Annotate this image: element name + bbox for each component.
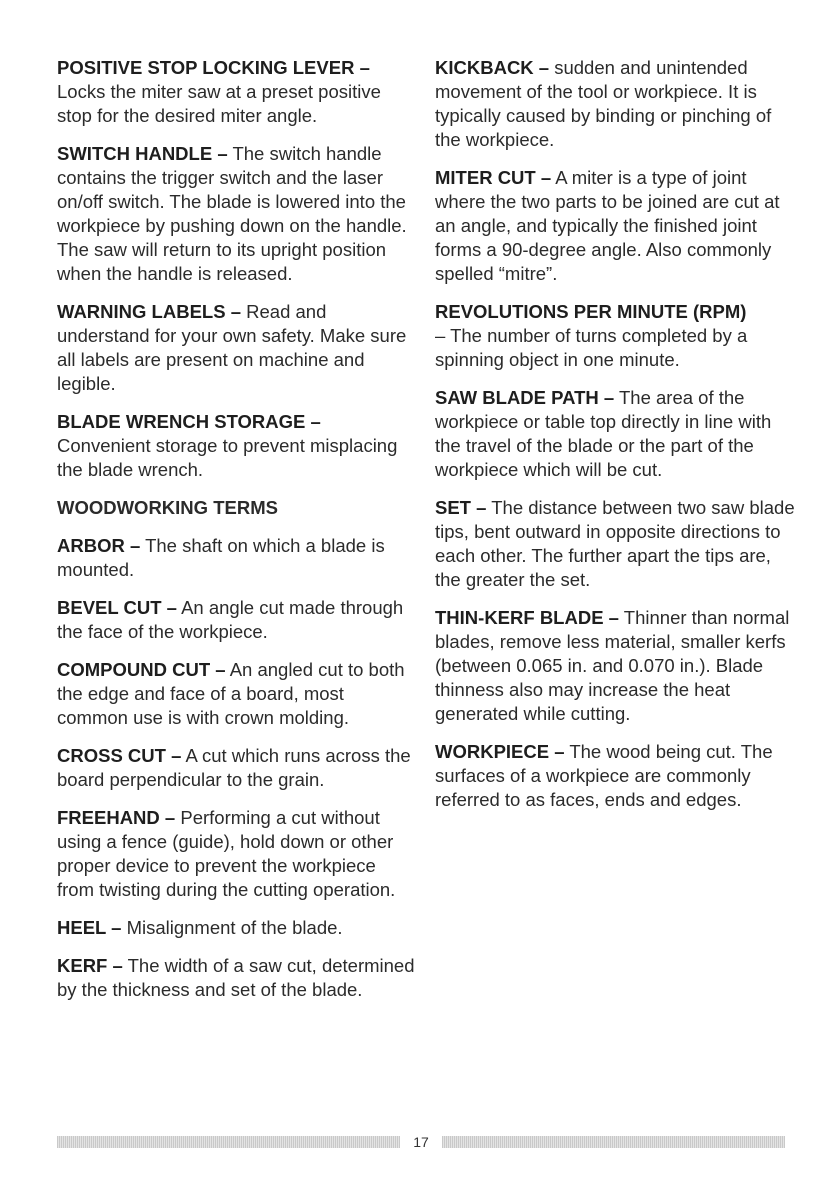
entry-definition: – The number of turns completed by a spinning object in one minute. <box>435 325 748 370</box>
entry-warning-labels <box>57 300 417 396</box>
entry-definition: sudden and unintended movement of the tool or workpiece. It is typically caused by binding or pinching of the workpiece. <box>435 57 772 150</box>
entry-definition: An angle cut made through the face of the workpiece. <box>57 597 404 642</box>
term-workpiece <box>435 740 795 812</box>
entry-definition: Locks the miter saw at a preset positive stop for the desired miter angle. <box>57 81 381 126</box>
entry-term: POSITIVE STOP LOCKING LEVER – <box>57 57 370 78</box>
entry-definition: The area of the workpiece or table top directly in line with the travel of the blade or the part of the workpiece which will be cut. <box>435 387 772 480</box>
entry-term: COMPOUND CUT – <box>57 659 226 680</box>
entry-term: MITER CUT – <box>435 167 552 188</box>
entry-switch-handle <box>57 142 417 286</box>
term-cross-cut <box>57 744 417 792</box>
entry-term: KICKBACK – <box>435 57 550 78</box>
entry-definition: The distance between two saw blade tips, bent outward in opposite directions to each other. The further apart the tips are, the greater the set. <box>435 497 795 590</box>
entry-definition: The wood being cut. The surfaces of a workpiece are commonly referred to as faces, ends and edges. <box>435 741 773 810</box>
entry-term: WORKPIECE – <box>435 741 565 762</box>
footer-rule-left <box>57 1136 400 1148</box>
term-set <box>435 496 795 592</box>
entry-term: SAW BLADE PATH – <box>435 387 615 408</box>
footer-rule-right <box>442 1136 785 1148</box>
entry-term: KERF – <box>57 955 123 976</box>
term-kickback <box>435 56 795 152</box>
entry-term: THIN-KERF BLADE – <box>435 607 619 628</box>
entry-definition: Thinner than normal blades, remove less material, smaller kerfs (between 0.065 in. and 0.070 in.). Blade thinness also may increase the heat generated while cutting. <box>435 607 790 724</box>
entry-definition: Convenient storage to prevent misplacing the blade wrench. <box>57 435 398 480</box>
entry-term: BLADE WRENCH STORAGE – <box>57 411 321 432</box>
entry-term: WARNING LABELS – <box>57 301 241 322</box>
term-thin-kerf-blade <box>435 606 795 726</box>
entry-positive-stop-locking-lever <box>57 56 417 128</box>
entry-term: REVOLUTIONS PER MINUTE (RPM) <box>435 301 747 322</box>
term-freehand <box>57 806 417 902</box>
entry-definition: Read and understand for your own safety. Make sure all labels are present on machine and legible. <box>57 301 407 394</box>
section-heading: WOODWORKING TERMS <box>57 497 278 518</box>
term-revolutions-per-minute <box>435 300 795 372</box>
entry-definition: The width of a saw cut, determined by the thickness and set of the blade. <box>57 955 415 1000</box>
page-footer <box>57 1133 785 1151</box>
page-number: 17 <box>413 1134 429 1150</box>
entry-definition: The shaft on which a blade is mounted. <box>57 535 385 580</box>
entry-definition: An angled cut to both the edge and face of a board, most common use is with crown molding. <box>57 659 405 728</box>
entry-definition: A cut which runs across the board perpendicular to the grain. <box>57 745 411 790</box>
term-compound-cut <box>57 658 417 730</box>
term-miter-cut <box>435 166 795 286</box>
term-bevel-cut <box>57 596 417 644</box>
entry-term: HEEL – <box>57 917 122 938</box>
term-kerf <box>57 954 417 1002</box>
entry-definition: Misalignment of the blade. <box>126 917 343 938</box>
entry-term: ARBOR – <box>57 535 141 556</box>
entry-blade-wrench-storage <box>57 410 417 482</box>
term-arbor <box>57 534 417 582</box>
entry-term: CROSS CUT – <box>57 745 182 766</box>
entry-definition: The switch handle contains the trigger switch and the laser on/off switch. The blade is lowered into the workpiece by pushing down on the handle. The saw will return to its upright position when the handle is released. <box>57 143 407 284</box>
entry-term: SWITCH HANDLE – <box>57 143 228 164</box>
entry-definition: A miter is a type of joint where the two parts to be joined are cut at an angle, and typically the finished joint forms a 90-degree angle. Also commonly spelled “mitre”. <box>435 167 780 284</box>
entry-term: FREEHAND – <box>57 807 176 828</box>
term-saw-blade-path <box>435 386 795 482</box>
entry-definition: Performing a cut without using a fence (guide), hold down or other proper device to prevent the workpiece from twisting during the cutting operation. <box>57 807 396 900</box>
entry-term: SET – <box>435 497 487 518</box>
right-column <box>435 56 795 826</box>
term-heel <box>57 916 417 940</box>
left-column <box>57 56 417 1016</box>
entry-term: BEVEL CUT – <box>57 597 177 618</box>
